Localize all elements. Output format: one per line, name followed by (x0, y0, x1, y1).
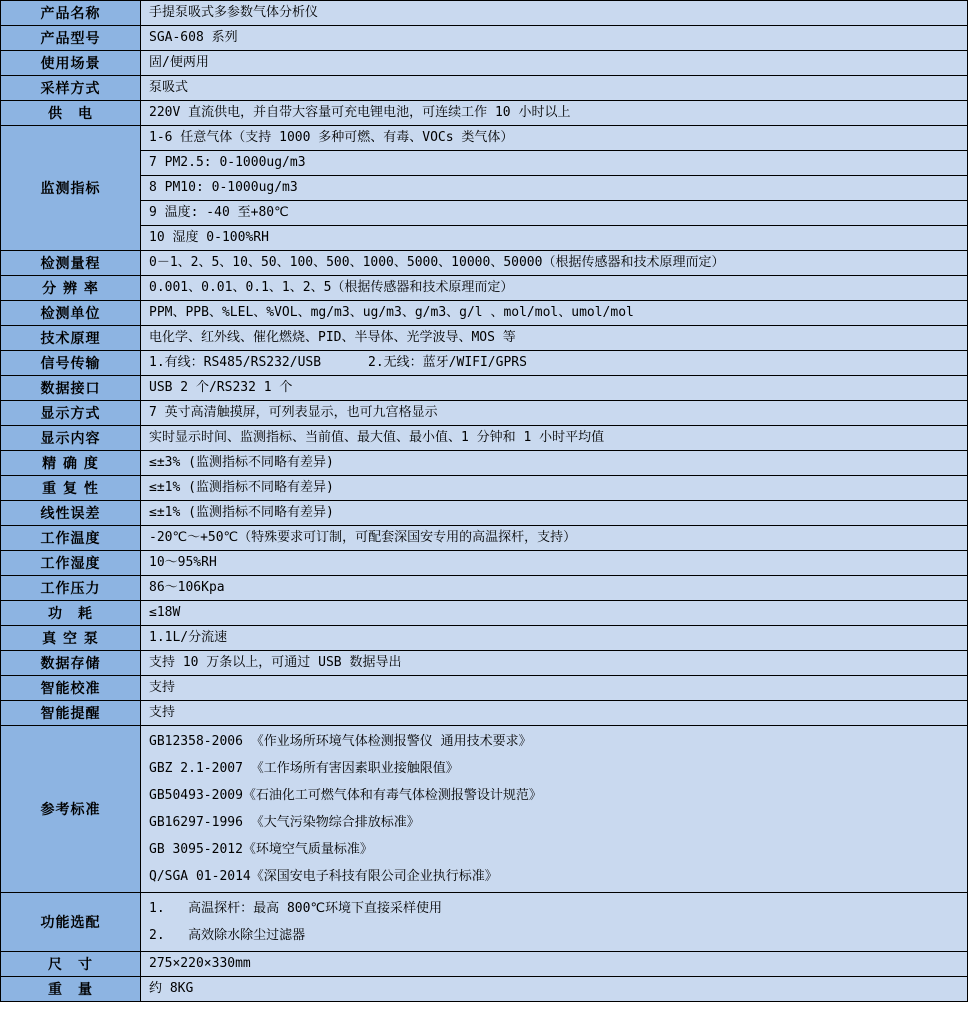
spec-row (1, 1, 968, 26)
spec-row (1, 326, 968, 351)
spec-value: 86～106Kpa (141, 576, 968, 601)
spec-row (1, 126, 968, 151)
spec-label: 工作湿度 (1, 551, 141, 576)
spec-value: ≤±1% (监测指标不同略有差异) (141, 476, 968, 501)
spec-row (1, 952, 968, 977)
spec-label: 重 复 性 (1, 476, 141, 501)
spec-row (1, 476, 968, 501)
spec-row (1, 626, 968, 651)
spec-row (1, 701, 968, 726)
spec-label: 重 量 (1, 977, 141, 1002)
spec-row (1, 893, 968, 952)
spec-label: 分 辨 率 (1, 276, 141, 301)
spec-value: 固/便两用 (141, 51, 968, 76)
spec-row (1, 51, 968, 76)
spec-row (1, 551, 968, 576)
spec-label: 功 耗 (1, 601, 141, 626)
spec-label: 工作温度 (1, 526, 141, 551)
spec-label: 采样方式 (1, 76, 141, 101)
spec-value-line: 2. 高效除水除尘过滤器 (149, 928, 306, 943)
spec-label: 工作压力 (1, 576, 141, 601)
spec-value: 7 PM2.5: 0-1000ug/m3 (141, 151, 968, 176)
spec-value: 7 英寸高清触摸屏，可列表显示，也可九宫格显示 (141, 401, 968, 426)
spec-value-line: GB50493-2009《石油化工可燃气体和有毒气体检测报警设计规范》 (149, 788, 542, 803)
spec-label: 检测量程 (1, 251, 141, 276)
spec-row (1, 977, 968, 1002)
spec-row (1, 176, 968, 201)
spec-value: ≤±1% (监测指标不同略有差异) (141, 501, 968, 526)
spec-value: -20℃～+50℃（特殊要求可订制，可配套深国安专用的高温探杆，支持） (141, 526, 968, 551)
spec-value-line: 1. 高温探杆：最高 800℃环境下直接采样使用 (149, 901, 443, 916)
spec-label: 真 空 泵 (1, 626, 141, 651)
spec-label: 产品型号 (1, 26, 141, 51)
spec-row (1, 201, 968, 226)
spec-row (1, 651, 968, 676)
spec-value-line: Q/SGA 01-2014《深国安电子科技有限公司企业执行标准》 (149, 869, 498, 884)
spec-table-body (1, 1, 968, 1002)
spec-label: 技术原理 (1, 326, 141, 351)
spec-value: 10 湿度 0-100%RH (141, 226, 968, 251)
spec-value-line: GB16297-1996 《大气污染物综合排放标准》 (149, 815, 420, 830)
spec-value: 支持 10 万条以上，可通过 USB 数据导出 (141, 651, 968, 676)
spec-value: 220V 直流供电，并自带大容量可充电锂电池，可连续工作 10 小时以上 (141, 101, 968, 126)
spec-row (1, 251, 968, 276)
spec-label: 数据存储 (1, 651, 141, 676)
spec-label: 尺 寸 (1, 952, 141, 977)
spec-value-line: GB12358-2006 《作业场所环境气体检测报警仪 通用技术要求》 (149, 734, 532, 749)
spec-value: USB 2 个/RS232 1 个 (141, 376, 968, 401)
spec-value: 实时显示时间、监测指标、当前值、最大值、最小值、1 分钟和 1 小时平均值 (141, 426, 968, 451)
spec-value: 0－1、2、5、10、50、100、500、1000、5000、10000、50000（根据传感器和技术原理而定） (141, 251, 968, 276)
spec-value: 9 温度: -40 至+80℃ (141, 201, 968, 226)
spec-label: 信号传输 (1, 351, 141, 376)
spec-value: 10～95%RH (141, 551, 968, 576)
spec-value: 约 8KG (141, 977, 968, 1002)
spec-label: 检测单位 (1, 301, 141, 326)
spec-label: 线性误差 (1, 501, 141, 526)
spec-value: ≤±3% (监测指标不同略有差异) (141, 451, 968, 476)
spec-row (1, 576, 968, 601)
spec-value (141, 726, 968, 893)
spec-value: 1.1L/分流速 (141, 626, 968, 651)
spec-row (1, 451, 968, 476)
spec-value: ≤18W (141, 601, 968, 626)
spec-label: 智能提醒 (1, 701, 141, 726)
spec-label: 精 确 度 (1, 451, 141, 476)
spec-value (141, 893, 968, 952)
spec-value: 0.001、0.01、0.1、1、2、5（根据传感器和技术原理而定） (141, 276, 968, 301)
spec-value: 泵吸式 (141, 76, 968, 101)
spec-row (1, 601, 968, 626)
spec-row (1, 401, 968, 426)
spec-value: 电化学、红外线、催化燃烧、PID、半导体、光学波导、MOS 等 (141, 326, 968, 351)
spec-label: 显示内容 (1, 426, 141, 451)
spec-row (1, 76, 968, 101)
spec-label: 显示方式 (1, 401, 141, 426)
spec-row (1, 301, 968, 326)
spec-row (1, 426, 968, 451)
spec-row (1, 526, 968, 551)
spec-value: PPM、PPB、%LEL、%VOL、mg/m3、ug/m3、g/m3、g/l 、mol/mol、umol/mol (141, 301, 968, 326)
spec-row (1, 276, 968, 301)
spec-value: 8 PM10: 0-1000ug/m3 (141, 176, 968, 201)
spec-value: 275×220×330mm (141, 952, 968, 977)
spec-value: 1.有线：RS485/RS232/USB 2.无线：蓝牙/WIFI/GPRS (141, 351, 968, 376)
spec-label: 使用场景 (1, 51, 141, 76)
spec-row (1, 226, 968, 251)
spec-row (1, 676, 968, 701)
spec-row (1, 26, 968, 51)
spec-row (1, 726, 968, 893)
spec-label: 功能选配 (1, 893, 141, 952)
spec-value: 1-6 任意气体（支持 1000 多种可燃、有毒、VOCs 类气体） (141, 126, 968, 151)
spec-label: 智能校准 (1, 676, 141, 701)
spec-row (1, 101, 968, 126)
spec-row (1, 501, 968, 526)
spec-row (1, 151, 968, 176)
spec-label: 数据接口 (1, 376, 141, 401)
spec-value-line: GBZ 2.1-2007 《工作场所有害因素职业接触限值》 (149, 761, 459, 776)
spec-row (1, 376, 968, 401)
spec-value: 支持 (141, 701, 968, 726)
spec-value-line: GB 3095-2012《环境空气质量标准》 (149, 842, 373, 857)
spec-label: 监测指标 (1, 126, 141, 251)
spec-value: 支持 (141, 676, 968, 701)
spec-label: 产品名称 (1, 1, 141, 26)
spec-label: 供 电 (1, 101, 141, 126)
spec-row (1, 351, 968, 376)
spec-label: 参考标准 (1, 726, 141, 893)
spec-value: SGA-608 系列 (141, 26, 968, 51)
spec-value: 手提泵吸式多参数气体分析仪 (141, 1, 968, 26)
